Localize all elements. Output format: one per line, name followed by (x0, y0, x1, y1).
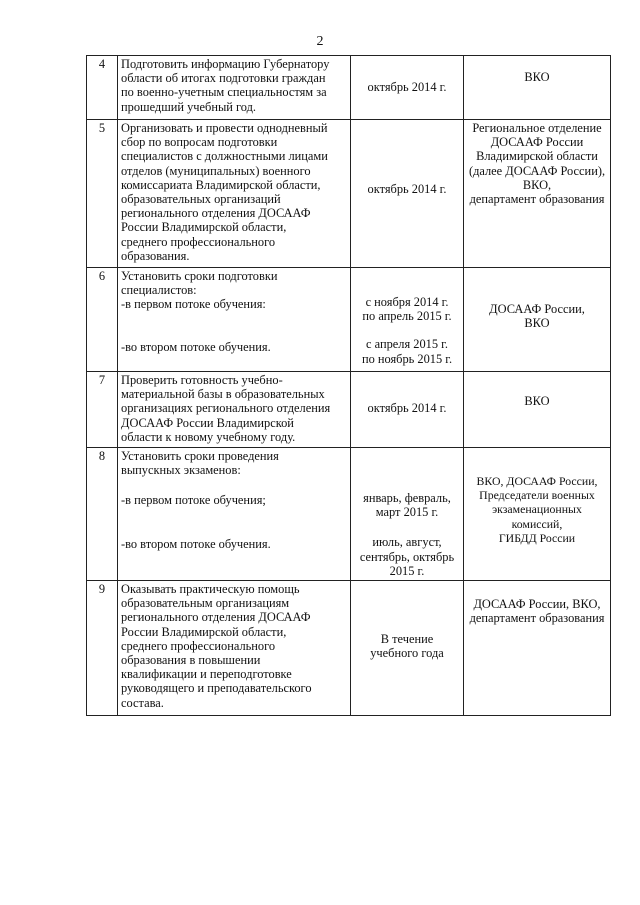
term-line: 2015 г. (389, 563, 425, 578)
task-line: области к новому учебному году. (121, 429, 296, 444)
term-cell (351, 268, 464, 372)
task-line: специалистов с должностными лицами (121, 149, 328, 164)
task-line: Установить сроки проведения (121, 449, 279, 463)
task-cell (118, 448, 351, 581)
row-number: 5 (87, 120, 118, 268)
task-line: состава. (121, 695, 164, 710)
term-text: октябрь 2014 г. (367, 80, 447, 95)
term-line: по апрель 2015 г. (362, 309, 452, 324)
row-number: 6 (87, 268, 118, 372)
term-line: март 2015 г. (375, 505, 439, 520)
term-line: по ноябрь 2015 г. (361, 351, 453, 366)
table-row (87, 581, 611, 716)
responsible-line: ДОСААФ России, ВКО, (473, 597, 601, 611)
spacer (121, 508, 347, 537)
task-line: образовательным организациям (121, 596, 290, 611)
responsible-cell (464, 448, 611, 581)
spacer (121, 477, 347, 493)
task-line: выпускных экзаменов: (121, 463, 241, 478)
task-line: образования в повышении (121, 653, 261, 668)
term-line: сентябрь, октябрь (359, 549, 455, 564)
row-number: 8 (87, 448, 118, 581)
term-line: июль, август, (372, 535, 442, 550)
task-line: Оказывать практическую помощь (121, 582, 300, 596)
responsible-line: (далее ДОСААФ России), (468, 163, 606, 178)
task-line: ДОСААФ России Владимирской (121, 415, 294, 430)
task-line: квалификации и переподготовке (121, 667, 292, 682)
term-text: октябрь 2014 г. (367, 401, 447, 415)
task-cell (118, 120, 351, 268)
task-line: материальной базы в образовательных (121, 387, 325, 402)
task-cell (118, 581, 351, 716)
term-line: январь, февраль, (363, 491, 451, 505)
row-number: 9 (87, 581, 118, 716)
table-row (87, 372, 611, 448)
task-cell (118, 372, 351, 448)
term-text: октябрь 2014 г. (367, 182, 447, 196)
stream-second: -во втором потоке обучения. (121, 339, 271, 354)
responsible-line: ВКО (524, 316, 550, 331)
task-line: Установить сроки подготовки (121, 269, 278, 283)
term-cell (351, 372, 464, 448)
row-number: 7 (87, 372, 118, 448)
task-line: области об итогах подготовки граждан (121, 71, 326, 86)
row-number: 4 (87, 56, 118, 120)
task-line: сбор по вопросам подготовки (121, 135, 278, 150)
table-row (87, 268, 611, 372)
responsible-text: ВКО (524, 394, 550, 408)
task-line: отделов (муниципальных) военного (121, 163, 311, 178)
task-line: Подготовить информацию Губернатору (121, 57, 330, 71)
task-line: специалистов: (121, 283, 197, 298)
spacer (121, 312, 347, 340)
task-line: прошедший учебный год. (121, 99, 257, 114)
task-cell (118, 56, 351, 120)
responsible-line: ВКО, (522, 177, 552, 192)
table-row (87, 448, 611, 581)
spacer (354, 519, 460, 535)
responsible-line: ВКО, ДОСААФ России, (476, 474, 598, 488)
responsible-text: ВКО (524, 70, 550, 84)
stream-first: -в первом потоке обучения: (121, 297, 266, 312)
term-cell (351, 448, 464, 581)
task-line: образования. (121, 248, 190, 263)
responsible-cell (464, 120, 611, 268)
task-line: комиссариата Владимирской области, (121, 177, 321, 192)
task-line: среднего профессионального (121, 638, 276, 653)
term-line: В течение (380, 632, 434, 646)
term-cell (351, 581, 464, 716)
task-line: организациях регионального отделения (121, 401, 331, 416)
task-line: регионального отделения ДОСААФ (121, 610, 311, 625)
term-line: учебного года (370, 646, 444, 661)
responsible-cell (464, 372, 611, 448)
responsible-line: ДОСААФ России (490, 135, 584, 150)
table-row (87, 120, 611, 268)
term-cell (351, 120, 464, 268)
task-line: России Владимирской области, (121, 220, 287, 235)
responsible-cell (464, 268, 611, 372)
task-line: среднего профессионального (121, 234, 276, 249)
task-cell (118, 268, 351, 372)
responsible-line: Владимирской области (476, 149, 598, 164)
responsible-line: экзаменационных комиссий, (492, 502, 582, 531)
task-line: России Владимирской области, (121, 624, 287, 639)
page-number: 2 (316, 34, 324, 49)
task-line: образовательных организаций (121, 192, 281, 207)
term-line: с апреля 2015 г. (366, 337, 448, 352)
task-line: Проверить готовность учебно- (121, 373, 283, 387)
task-line: регионального отделения ДОСААФ (121, 206, 311, 221)
responsible-cell (464, 56, 611, 120)
spacer (354, 323, 460, 337)
responsible-line: Региональное отделение (472, 121, 602, 135)
plan-table (86, 55, 611, 716)
table-row (87, 56, 611, 120)
responsible-line: ГИБДД России (498, 530, 576, 545)
task-line: Организовать и провести однодневный (121, 121, 328, 135)
stream-first: -в первом потоке обучения; (121, 493, 266, 508)
responsible-line: ДОСААФ России, (489, 302, 585, 316)
responsible-cell (464, 581, 611, 716)
responsible-line: департамент образования (469, 192, 605, 207)
task-line: по военно-учетным специальностям за (121, 85, 327, 100)
stream-second: -во втором потоке обучения. (121, 536, 271, 551)
responsible-line: Председатели военных (479, 488, 595, 503)
term-line: с ноября 2014 г. (365, 295, 449, 309)
term-cell (351, 56, 464, 120)
responsible-line: департамент образования (469, 611, 605, 626)
task-line: руководящего и преподавательского (121, 681, 312, 696)
